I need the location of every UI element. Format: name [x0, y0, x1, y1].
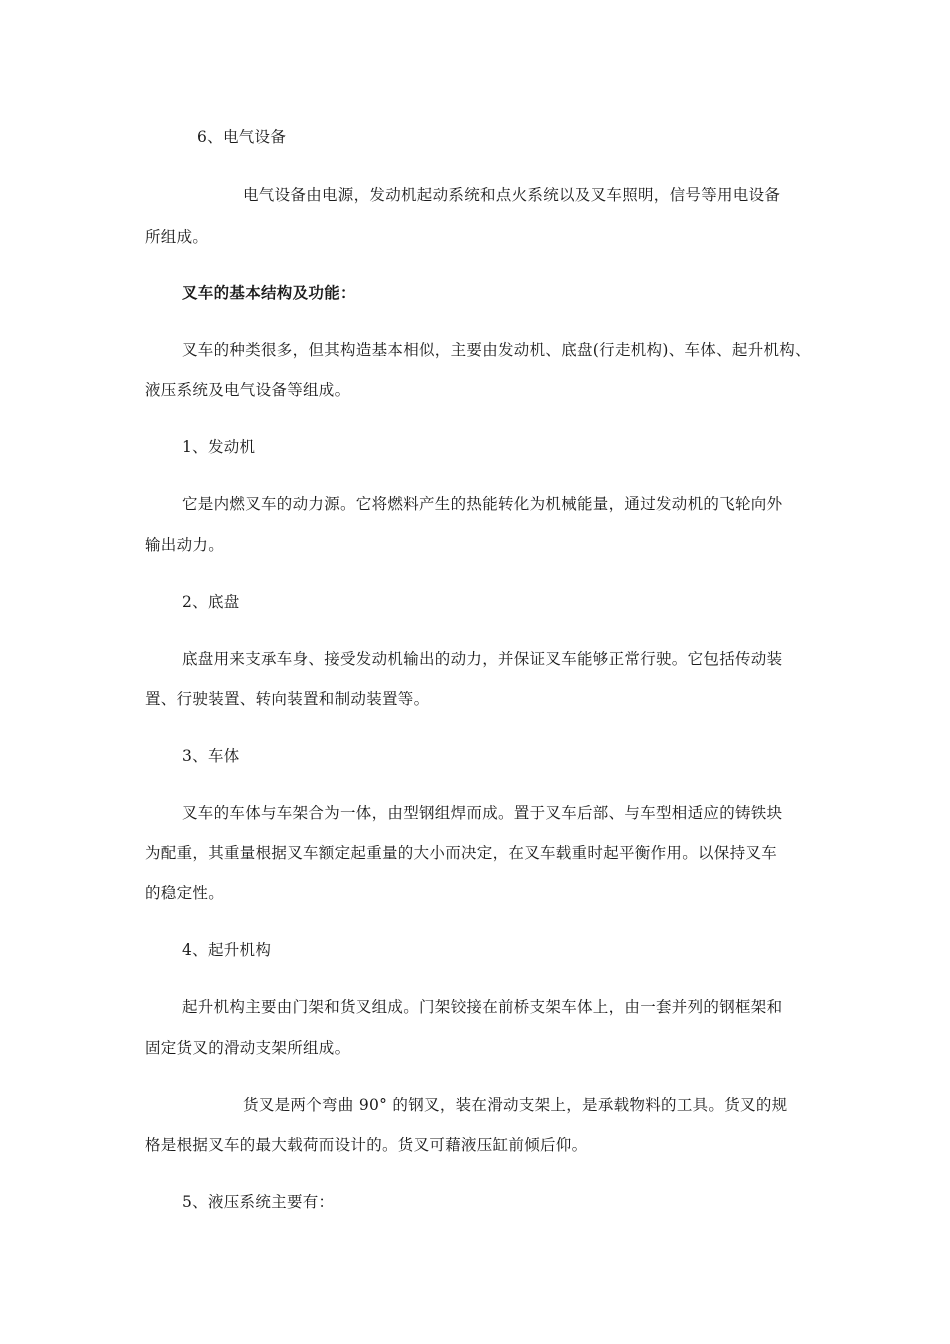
chassis-line-1: 底盘用来支承车身、接受发动机输出的动力，并保证叉车能够正常行驶。它包括传动装 [182, 650, 783, 668]
electrical-body-line-1: 电气设备由电源，发动机起动系统和点火系统以及叉车照明，信号等用电设备 [243, 186, 781, 204]
intro-line-2: 液压系统及电气设备等组成。 [145, 381, 351, 399]
fork-line-1: 货叉是两个弯曲 90° 的钢叉，装在滑动支架上，是承载物料的工具。货叉的规 [243, 1096, 788, 1114]
lift-line-2: 固定货叉的滑动支架所组成。 [145, 1039, 351, 1057]
chassis-heading: 2、底盘 [182, 593, 240, 611]
body-line-2: 为配重，其重量根据叉车额定起重量的大小而决定，在叉车载重时起平衡作用。以保持叉车 [145, 844, 778, 862]
body-line-1: 叉车的车体与车架合为一体，由型钢组焊而成。置于叉车后部、与车型相适应的铸铁块 [182, 804, 783, 822]
lift-heading: 4、起升机构 [182, 941, 272, 959]
intro-line-1: 叉车的种类很多，但其构造基本相似，主要由发动机、底盘(行走机构)、车体、起升机构、 [182, 341, 811, 359]
fork-line-2: 格是根据叉车的最大载荷而设计的。货叉可藉液压缸前倾后仰。 [145, 1136, 588, 1154]
body-line-3: 的稳定性。 [145, 884, 225, 902]
electrical-body-line-2: 所组成。 [145, 228, 209, 246]
lift-line-1: 起升机构主要由门架和货叉组成。门架铰接在前桥支架车体上，由一套并列的钢框架和 [182, 998, 783, 1016]
section-title: 叉车的基本结构及功能： [182, 284, 356, 302]
engine-heading: 1、发动机 [182, 438, 256, 456]
electrical-heading: 6、电气设备 [197, 128, 287, 146]
engine-line-2: 输出动力。 [145, 536, 225, 554]
chassis-line-2: 置、行驶装置、转向装置和制动装置等。 [145, 690, 430, 708]
engine-line-1: 它是内燃叉车的动力源。它将燃料产生的热能转化为机械能量，通过发动机的飞轮向外 [182, 495, 783, 513]
hydraulic-heading: 5、液压系统主要有： [182, 1193, 335, 1211]
body-heading: 3、车体 [182, 747, 240, 765]
